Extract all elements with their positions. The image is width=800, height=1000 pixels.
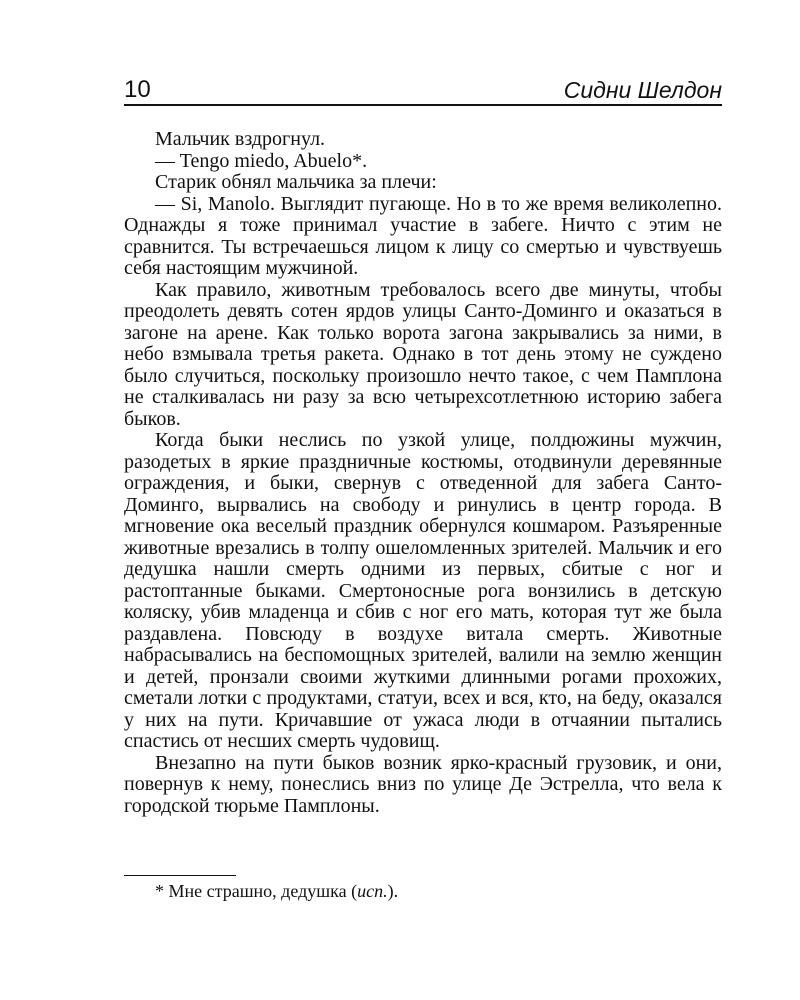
page-number: 10 bbox=[124, 76, 151, 103]
footnote-text-before: * Мне страшно, дедушка ( bbox=[155, 881, 358, 901]
paragraph: Когда быки неслись по узкой улице, полдюжины мужчин, разодетых в яркие праздничные костюмы, отодвинули деревянные ограждения, и быки, свернув с отведенной для забега Санто-Доминго, вырвались на свободу и ринулись в центр города. В мгновение ока веселый праздник обернулся кошмаром. Разъяренные животные врезались в толпу ошеломленных зрителей. Мальчик и его дедушка нашли смерть одними из первых, сбитые с ног и растоптанные быками. Смертоносные рога вонзились в детскую коляску, убив младенца и сбив с ног его мать, которая тут же была раздавлена. Повсюду в воздухе витала смерть. Животные набрасывались на беспомощных зрителей, валили на землю женщин и детей, пронзали своими жуткими длинными рогами прохожих, сметали лотки с продуктами, статуи, всех и вся, кто, на беду, оказался у них на пути. Кричавшие от ужаса люди в отчаянии пытались спастись от несших смерть чудовищ. bbox=[124, 429, 722, 752]
paragraph: Старик обнял мальчика за плечи: bbox=[155, 171, 437, 193]
footnote-abbreviation: исп. bbox=[357, 881, 388, 901]
paragraph: Внезапно на пути быков возник ярко-красный грузовик, и они, повернув к нему, понеслись вниз по улице Де Эстрелла, что вела к городской тюрьме Памплоны. bbox=[124, 751, 722, 817]
text-body bbox=[124, 129, 722, 817]
header-rule bbox=[124, 104, 722, 106]
footnote-text-after: ). bbox=[387, 881, 399, 901]
footnote-rule bbox=[124, 875, 236, 876]
paragraph: — Tengo miedo, Abuelo*. bbox=[155, 149, 368, 172]
paragraph: Мальчик вздрогнул. bbox=[155, 128, 326, 150]
page-header bbox=[124, 70, 722, 106]
paragraph: — Si, Manolo. Выглядит пугающе. Но в то же время великолепно. Однажды я тоже принимал участие в забеге. Ничто с этим не сравнится. Ты встречаешься лицом к лицу со смертью и чувствуешь себя настоящим мужчиной. bbox=[124, 192, 722, 279]
running-head: Сидни Шелдон bbox=[563, 77, 722, 103]
paragraph: Как правило, животным требовалось всего две минуты, чтобы преодолеть девять сотен ярдов улицы Санто-Доминго и оказаться в загоне на арене. Как только ворота загона закрывались за ними, в небо взмывала третья ракета. Однако в тот день этому не суждено было случиться, поскольку произошло нечто такое, с чем Памплона не сталкивалась ни разу за всю четырехсотлетнюю историю забега быков. bbox=[124, 278, 722, 430]
footnote bbox=[155, 880, 722, 902]
